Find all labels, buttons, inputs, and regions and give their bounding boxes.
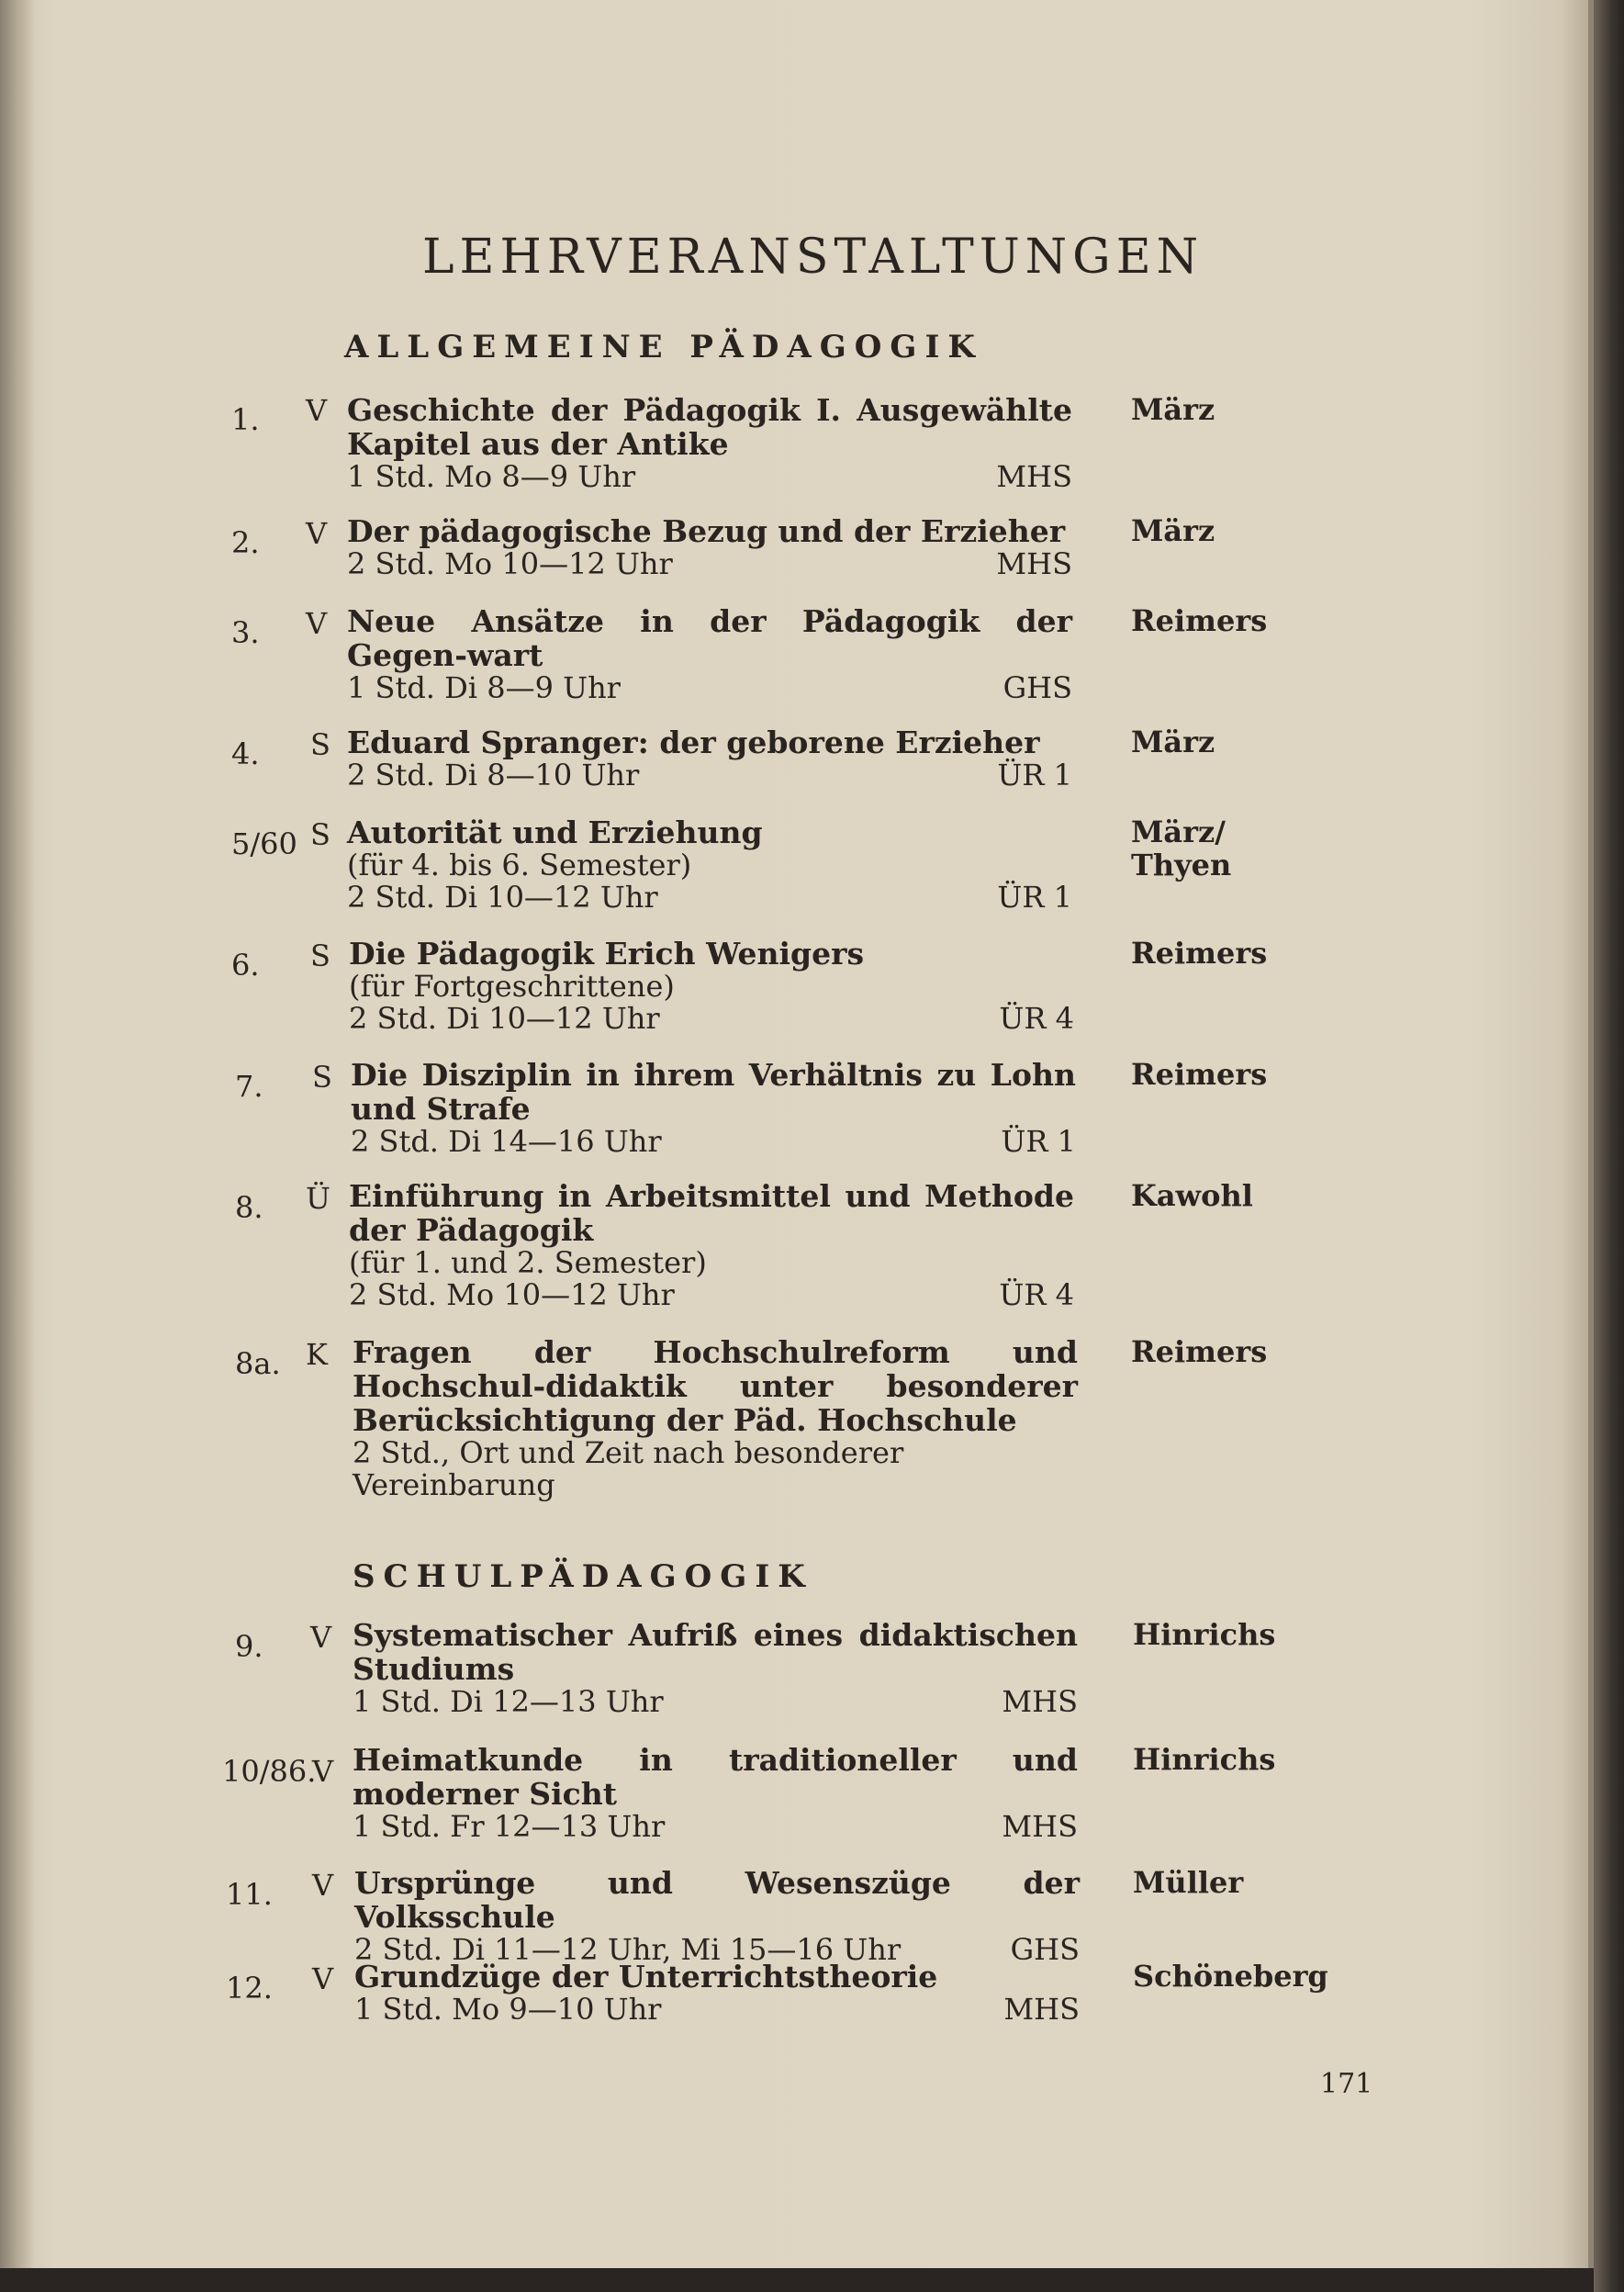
entry-time: 2 Std., Ort und Zeit nach besonderer Vereinbarung bbox=[353, 1435, 904, 1502]
entry-note: (für 1. und 2. Semester) bbox=[349, 1245, 707, 1280]
entry-time: 2 Std. Di 14—16 Uhr bbox=[351, 1124, 662, 1159]
entry-number: 4. bbox=[231, 736, 260, 771]
entry-room: MHS bbox=[996, 546, 1072, 581]
entry-title: Einführung in Arbeitsmittel und Methode der Pädagogik bbox=[349, 1178, 1074, 1248]
entry-title: Die Disziplin in ihrem Verhältnis zu Lohn und Strafe bbox=[351, 1057, 1076, 1127]
entry-number: 11. bbox=[226, 1877, 273, 1912]
entry-number: 8a. bbox=[235, 1346, 281, 1381]
entry-title: Autorität und Erziehung bbox=[347, 815, 763, 850]
entry-lecturer: Hinrichs bbox=[1133, 1617, 1276, 1652]
entry-note: (für Fortgeschrittene) bbox=[349, 969, 675, 1004]
entry-type: V bbox=[306, 393, 328, 428]
entry-time: 2 Std. Di 11—12 Uhr, Mi 15—16 Uhr bbox=[354, 1932, 902, 1967]
entry-room: ÜR 1 bbox=[1001, 1124, 1076, 1159]
entry-room: MHS bbox=[1002, 1809, 1078, 1844]
entry-lecturer: März bbox=[1131, 513, 1215, 548]
page-title: LEHRVERANSTALTUNGEN bbox=[422, 230, 1204, 285]
entry-lecturer: Kawohl bbox=[1131, 1178, 1253, 1213]
page-edge bbox=[1594, 0, 1624, 2292]
entry-time: 2 Std. Di 10—12 Uhr bbox=[349, 1001, 660, 1036]
entry-lecturer: Reimers bbox=[1131, 936, 1268, 971]
entry-lecturer: Reimers bbox=[1131, 603, 1268, 638]
entry-time: 2 Std. Di 8—10 Uhr bbox=[347, 758, 640, 792]
entry-number: 7. bbox=[235, 1069, 263, 1104]
entry-type: V bbox=[306, 516, 328, 551]
entry-time: 1 Std. Di 8—9 Uhr bbox=[347, 670, 621, 705]
entry-room: GHS bbox=[1002, 670, 1072, 705]
entry-title: Grundzüge der Unterrichtstheorie bbox=[354, 1959, 938, 1994]
entry-type: V bbox=[306, 606, 328, 641]
entry-lecturer: Reimers bbox=[1131, 1334, 1268, 1369]
entry-lecturer: Schöneberg bbox=[1133, 1959, 1328, 1994]
entry-time: 2 Std. Di 10—12 Uhr bbox=[347, 880, 658, 915]
entry-number: 6. bbox=[231, 948, 260, 983]
entry-type: V bbox=[312, 1868, 334, 1903]
entry-type: S bbox=[310, 727, 330, 762]
entry-lecturer: März bbox=[1131, 392, 1215, 427]
entry-title: Neue Ansätze in der Pädagogik der Gegen-wart bbox=[347, 603, 1072, 673]
entry-number: 9. bbox=[235, 1629, 263, 1664]
entry-title: Ursprünge und Wesenszüge der Volksschule bbox=[354, 1865, 1080, 1935]
entry-title: Systematischer Aufriß eines didaktischen Studiums bbox=[353, 1617, 1078, 1687]
entry-title: Die Pädagogik Erich Wenigers bbox=[349, 936, 865, 972]
entry-type: S bbox=[312, 1060, 332, 1095]
entry-number: 1. bbox=[231, 402, 260, 437]
entry-title: Fragen der Hochschulreform und Hochschul-didaktik unter besonderer Berücksichtigung der Päd. Hochschule bbox=[353, 1334, 1078, 1438]
entry-lecturer: März/ Thyen bbox=[1131, 815, 1232, 882]
page-number: 171 bbox=[1320, 2068, 1373, 2100]
entry-number: 12. bbox=[226, 1971, 273, 2006]
entry-title: Der pädagogische Bezug und der Erzieher bbox=[347, 513, 1066, 549]
entry-room: ÜR 1 bbox=[997, 758, 1072, 792]
entry-room: MHS bbox=[1003, 1992, 1080, 2027]
entry-room: MHS bbox=[1002, 1684, 1078, 1719]
entry-lecturer: März bbox=[1131, 725, 1215, 759]
entry-time: 1 Std. Mo 9—10 Uhr bbox=[354, 1992, 662, 2027]
entry-title: Geschichte der Pädagogik I. Ausgewählte Kapitel aus der Antike bbox=[347, 392, 1072, 462]
entry-room: MHS bbox=[996, 459, 1072, 494]
entry-time: 2 Std. Mo 10—12 Uhr bbox=[349, 1277, 675, 1312]
entry-lecturer: Müller bbox=[1133, 1865, 1244, 1900]
entry-number: 8. bbox=[235, 1190, 263, 1225]
entry-room: ÜR 1 bbox=[997, 880, 1072, 915]
entry-type: V bbox=[310, 1620, 332, 1655]
entry-time: 2 Std. Mo 10—12 Uhr bbox=[347, 546, 673, 581]
entry-lecturer: Reimers bbox=[1131, 1057, 1268, 1092]
entry-number: 3. bbox=[231, 615, 260, 650]
entry-title: Eduard Spranger: der geborene Erzieher bbox=[347, 725, 1040, 760]
entry-time: 1 Std. Di 12—13 Uhr bbox=[353, 1684, 664, 1719]
entry-room: ÜR 4 bbox=[999, 1277, 1074, 1312]
page-binding-shadow bbox=[0, 0, 35, 2268]
entry-room: ÜR 4 bbox=[999, 1001, 1074, 1036]
entry-number: 2. bbox=[231, 525, 260, 560]
entry-type: K bbox=[306, 1337, 328, 1372]
entry-type: S bbox=[310, 817, 330, 852]
entry-room: GHS bbox=[1010, 1932, 1080, 1967]
entry-time: 1 Std. Mo 8—9 Uhr bbox=[347, 459, 636, 494]
entry-time: 1 Std. Fr 12—13 Uhr bbox=[353, 1809, 666, 1844]
entry-note: (für 4. bis 6. Semester) bbox=[347, 848, 692, 882]
entry-number: 10/86. bbox=[222, 1754, 317, 1789]
entry-type: S bbox=[310, 938, 330, 973]
entry-type: V bbox=[312, 1754, 334, 1789]
entry-lecturer: Hinrichs bbox=[1133, 1742, 1276, 1777]
entry-number: 5/60 bbox=[231, 826, 297, 861]
section-heading-schul: SCHULPÄDAGOGIK bbox=[353, 1558, 813, 1595]
entry-title: Heimatkunde in traditioneller und moderner Sicht bbox=[353, 1742, 1078, 1812]
entry-type: Ü bbox=[306, 1181, 330, 1216]
section-heading-allgemeine: ALLGEMEINE PÄDAGOGIK bbox=[344, 329, 983, 365]
entry-type: V bbox=[312, 1961, 334, 1996]
